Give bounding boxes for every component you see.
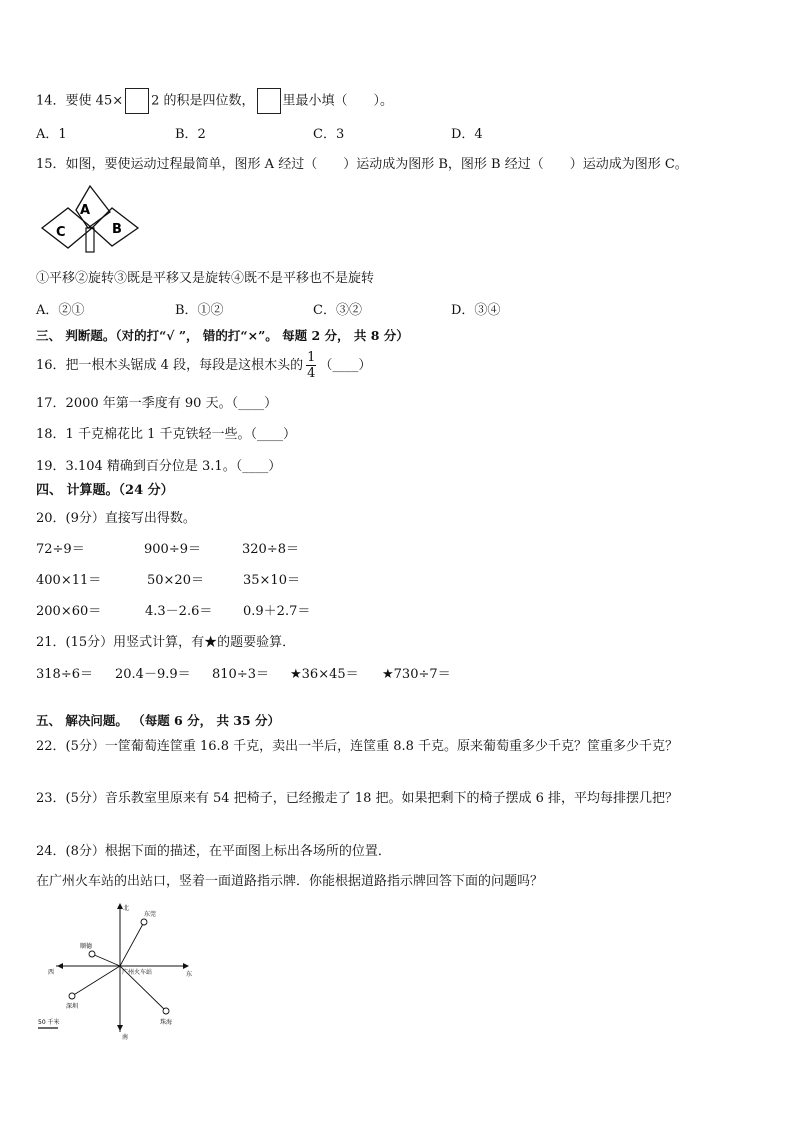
south-label: 南	[122, 1034, 129, 1040]
q16-text-b: （____）	[319, 358, 372, 373]
answer-box[interactable]	[257, 88, 281, 114]
place-label-shunde: 顺德	[80, 943, 93, 950]
calc-item: 20.4－9.9＝	[115, 667, 191, 682]
q15-option-d[interactable]: D．③④	[451, 303, 501, 318]
question-17: 17．2000 年第一季度有 90 天。（____）	[36, 396, 278, 411]
q14-option-d[interactable]: D．4	[451, 127, 483, 142]
fraction	[306, 350, 316, 381]
q14-option-b[interactable]: B．2	[175, 127, 206, 142]
ray-dongguan	[120, 922, 144, 966]
fraction-denominator: 4	[307, 366, 316, 381]
question-18: 18．1 千克棉花比 1 千克铁轻一些。（____）	[36, 427, 296, 442]
calc-item: 4.3－2.6＝	[145, 604, 213, 619]
question-16	[36, 350, 371, 382]
center-label: 广州火车站	[122, 969, 153, 976]
q24-subtext: 在广州火车站的出站口，竖着一面道路指示牌．你能根据道路指示牌回答下面的问题吗？	[36, 874, 544, 889]
q15-option-b[interactable]: B．①②	[175, 303, 224, 318]
calc-item: ★36×45＝	[290, 667, 359, 682]
calc-item: 0.9＋2.7＝	[243, 604, 311, 619]
q15-choices: ①平移②旋转③既是平移又是旋转④既不是平移也不是旋转	[36, 271, 375, 286]
direction-map	[36, 900, 206, 1040]
section-3-title: 三、 判断题。（对的打“√ ”， 错的打“×”。 每题 2 分， 共 8 分）	[36, 328, 409, 343]
place-label-shenzhen: 深圳	[66, 1003, 79, 1010]
q15-option-c[interactable]: C．③②	[313, 303, 362, 318]
q14-text-b: 2 的积是四位数，	[151, 93, 255, 109]
label-b: B	[112, 222, 122, 237]
answer-box[interactable]	[125, 88, 149, 114]
calc-item: 320÷8＝	[242, 542, 299, 557]
calc-item: 400×11＝	[36, 573, 102, 588]
place-marker-shenzhen	[69, 993, 75, 999]
east-label: 东	[186, 971, 193, 978]
label-a: A	[80, 203, 91, 218]
ray-shenzhen	[72, 966, 120, 996]
q14-text-a: 14．要使 45×	[36, 93, 124, 109]
q14-option-c[interactable]: C．3	[313, 127, 345, 142]
question-24: 24．(8分）根据下面的描述，在平面图上标出各场所的位置．	[36, 844, 391, 859]
question-21: 21．(15分）用竖式计算，有★的题要验算．	[36, 635, 296, 650]
place-label-dongguan: 东莞	[144, 911, 157, 918]
q16-text-a: 16．把一根木头锯成 4 段，每段是这根木头的	[36, 358, 304, 373]
place-label-zhuhai: 珠海	[160, 1019, 173, 1026]
calc-item: 72÷9＝	[36, 542, 85, 557]
place-marker-dongguan	[141, 919, 147, 925]
question-19: 19．3.104 精确到百分位是 3.1。（____）	[36, 459, 282, 474]
west-label: 西	[48, 969, 55, 976]
calc-item: 810÷3＝	[212, 667, 269, 682]
north-label: 北	[123, 905, 130, 912]
question-22: 22．(5分）一筐葡萄连筐重 16.8 千克，卖出一半后，连筐重 8.8 千克。原来葡萄重多少千克？筐重多少千克？	[36, 739, 679, 754]
question-23: 23．(5分）音乐教室里原来有 54 把椅子，已经搬走了 18 把。如果把剩下的椅子摆成 6 排，平均每排摆几把？	[36, 791, 679, 806]
place-marker-shunde	[89, 951, 95, 957]
calc-item: 200×60＝	[36, 604, 102, 619]
calc-item: 35×10＝	[243, 573, 300, 588]
fraction-numerator: 1	[307, 350, 316, 365]
label-c: C	[56, 225, 66, 240]
calc-item: 50×20＝	[147, 573, 204, 588]
section-5-title: 五、 解决问题。 （每题 6 分， 共 35 分）	[36, 713, 281, 728]
question-15: 15．如图，要使运动过程最简单，图形 A 经过（ ）运动成为图形 B，图形 B 经过（ ）运动成为图形 C。	[36, 157, 688, 172]
section-4-title: 四、 计算题。（24 分）	[36, 483, 174, 498]
ray-shunde	[92, 954, 120, 966]
q15-figure	[38, 184, 142, 254]
q14-option-a[interactable]: A．1	[36, 127, 67, 142]
place-marker-zhuhai	[163, 1008, 169, 1014]
scale-label: 50 千米	[38, 1019, 60, 1026]
calc-item: 318÷6＝	[36, 667, 93, 682]
question-20: 20．(9分）直接写出得数。	[36, 511, 196, 526]
q15-option-a[interactable]: A．②①	[36, 303, 85, 318]
question-14	[36, 88, 393, 114]
calc-item: 900÷9＝	[144, 542, 201, 557]
calc-item: ★730÷7＝	[382, 667, 451, 682]
q14-text-c: 里最小填（ ）。	[282, 93, 394, 109]
